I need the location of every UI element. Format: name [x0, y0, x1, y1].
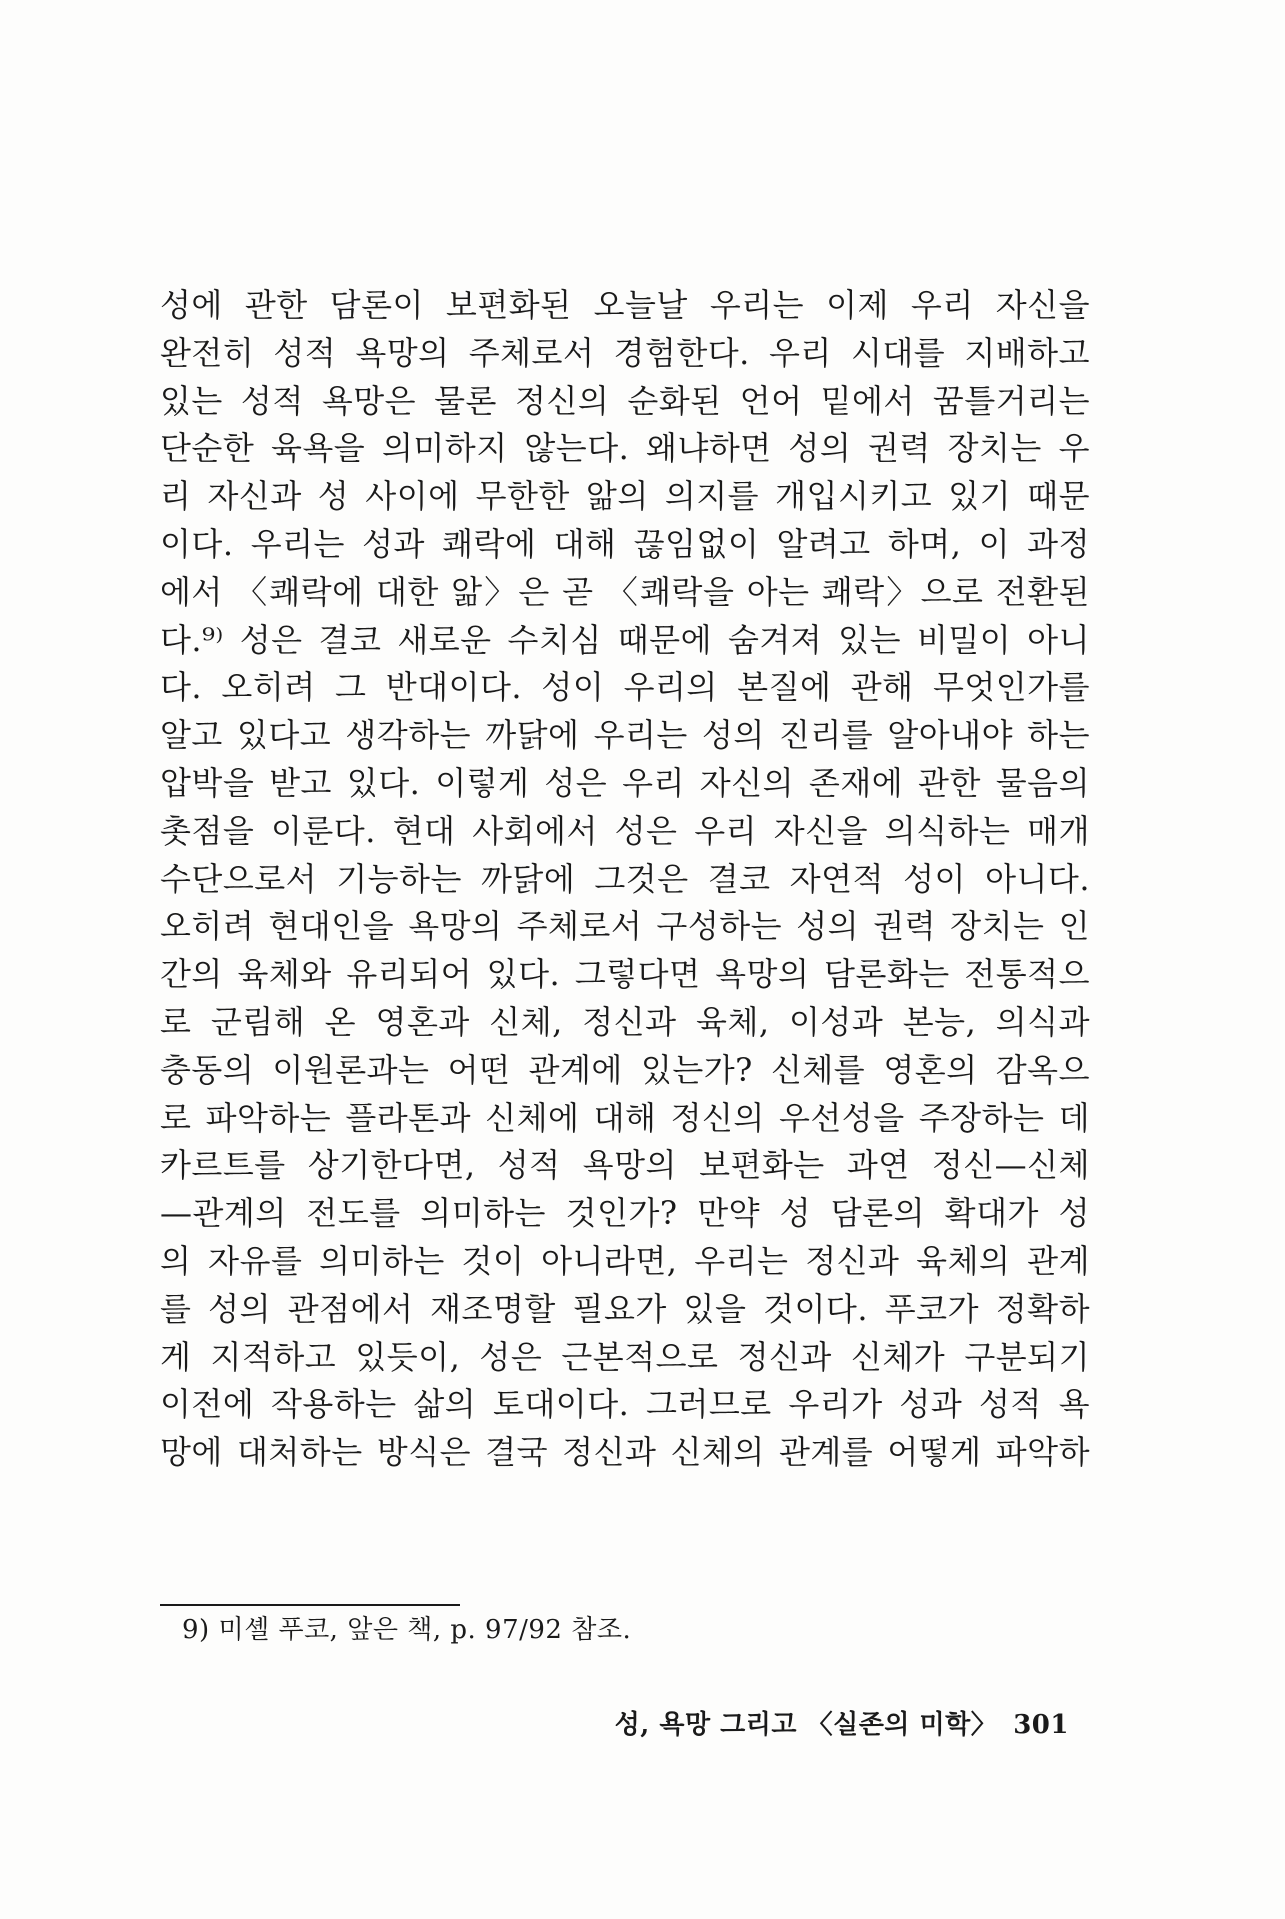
body-paragraph [160, 282, 1090, 1477]
text-line: 다.⁹⁾ 성은 결코 새로운 수치심 때문에 숨겨져 있는 비밀이 아니 [160, 620, 1090, 659]
text-line: 성에 관한 담론이 보편화된 오늘날 우리는 이제 우리 자신을 [160, 286, 1090, 324]
text-line: 의 자유를 의미하는 것이 아니라면, 우리는 정신과 육체의 관계 [160, 1241, 1090, 1280]
text-line: 로 파악하는 플라톤과 신체에 대해 정신의 우선성을 주장하는 데 [160, 1098, 1090, 1137]
running-footer [615, 1705, 1069, 1745]
text-line: 이다. 우리는 성과 쾌락에 대해 끊임없이 알려고 하며, 이 과정 [160, 524, 1090, 563]
text-line: 망에 대처하는 방식은 결국 정신과 신체의 관계를 어떻게 파악하 [160, 1433, 1090, 1472]
text-line: 게 지적하고 있듯이, 성은 근본적으로 정신과 신체가 구분되기 [160, 1337, 1090, 1376]
text-line: 를 성의 관점에서 재조명할 필요가 있을 것이다. 푸코가 정확하 [160, 1289, 1090, 1328]
text-line: 촛점을 이룬다. 현대 사회에서 성은 우리 자신을 의식하는 매개 [160, 811, 1090, 850]
text-line: 간의 육체와 유리되어 있다. 그렇다면 욕망의 담론화는 전통적으 [160, 955, 1090, 994]
footnote-divider [160, 1604, 460, 1606]
text-line: 이전에 작용하는 삶의 토대이다. 그러므로 우리가 성과 성적 욕 [160, 1385, 1090, 1424]
text-line: 완전히 성적 욕망의 주체로서 경험한다. 우리 시대를 지배하고 [160, 333, 1090, 372]
footnote: 9) 미셸 푸코, 앞은 책, p. 97/92 참조. [182, 1615, 632, 1645]
text-line: 알고 있다고 생각하는 까닭에 우리는 성의 진리를 알아내야 하는 [160, 716, 1090, 755]
text-line: 수단으로서 기능하는 까닭에 그것은 결코 자연적 성이 아니다. [160, 859, 1090, 898]
text-line: 있는 성적 욕망은 물론 정신의 순화된 언어 밑에서 꿈틀거리는 [160, 381, 1090, 420]
text-line: 단순한 육욕을 의미하지 않는다. 왜냐하면 성의 권력 장치는 우 [160, 429, 1090, 468]
text-line: 압박을 받고 있다. 이렇게 성은 우리 자신의 존재에 관한 물음의 [160, 763, 1090, 802]
text-line: 충동의 이원론과는 어떤 관계에 있는가? 신체를 영혼의 감옥으 [160, 1050, 1090, 1089]
text-line: 카르트를 상기한다면, 성적 욕망의 보편화는 과연 정신—신체 [160, 1146, 1090, 1185]
text-line: 에서 〈쾌락에 대한 앎〉은 곧 〈쾌락을 아는 쾌락〉으로 전환된 [160, 572, 1090, 611]
text-line: 오히려 현대인을 욕망의 주체로서 구성하는 성의 권력 장치는 인 [160, 907, 1090, 946]
text-line: 다. 오히려 그 반대이다. 성이 우리의 본질에 관해 무엇인가를 [160, 668, 1090, 707]
page-number: 301 [1013, 1710, 1069, 1740]
text-line: 리 자신과 성 사이에 무한한 앎의 의지를 개입시키고 있기 때문 [160, 477, 1090, 516]
text-line: —관계의 전도를 의미하는 것인가? 만약 성 담론의 확대가 성 [160, 1194, 1090, 1233]
running-title: 성, 욕망 그리고 〈실존의 미학〉 [614, 1710, 998, 1740]
text-line: 로 군림해 온 영혼과 신체, 정신과 육체, 이성과 본능, 의식과 [160, 1002, 1090, 1041]
